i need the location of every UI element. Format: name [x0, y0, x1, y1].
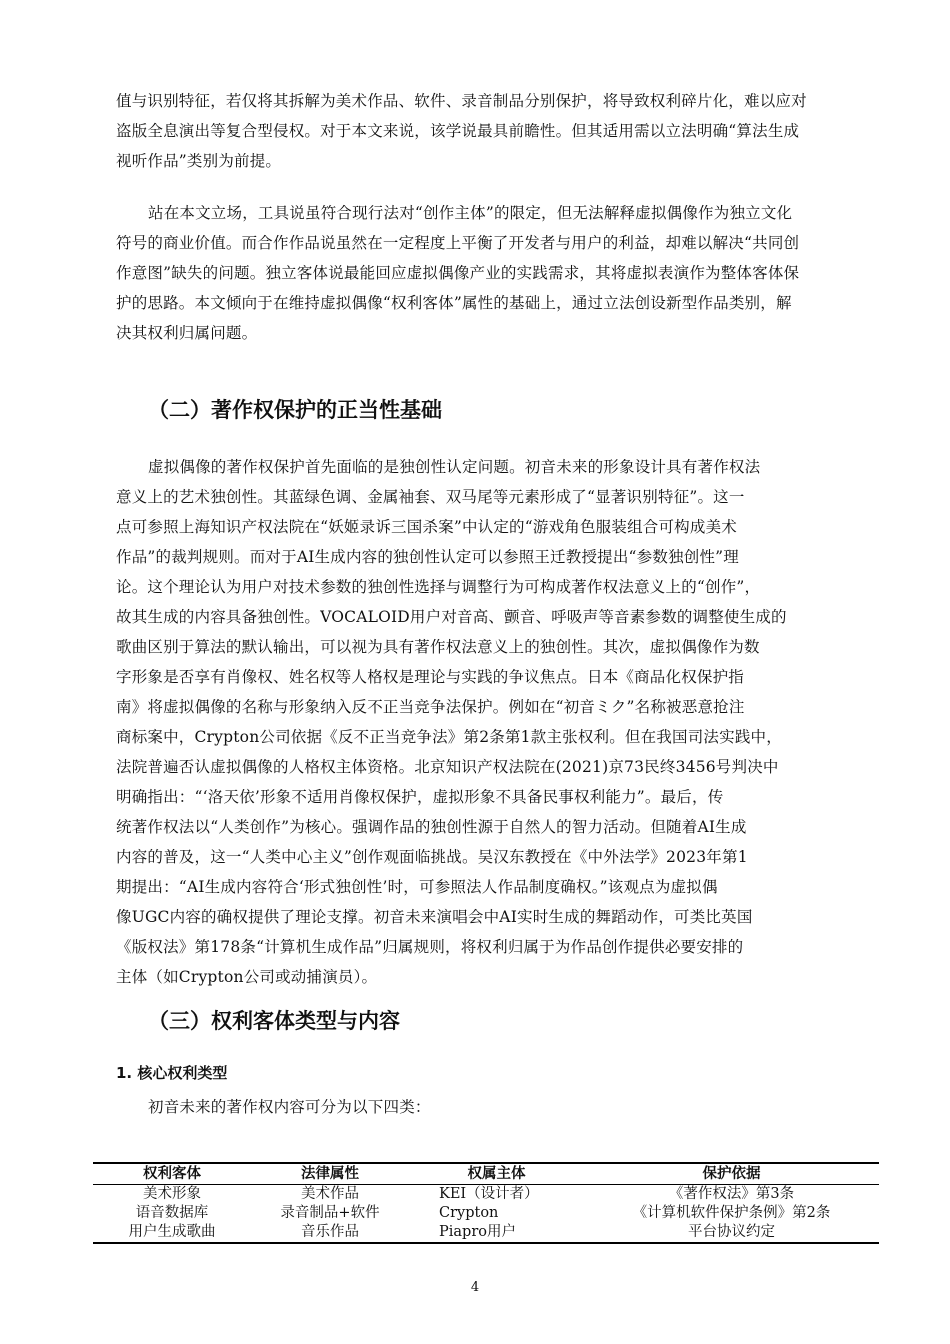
paragraph-line: 期提出：“AI生成内容符合‘形式独创性’时，可参照法人作品制度确权。”该观点为虚拟偶	[116, 878, 718, 896]
paragraph-line: 意义上的艺术独创性。其蓝绿色调、金属袖套、双马尾等元素形成了“显著识别特征”。这一	[116, 488, 745, 506]
paragraph-line: 站在本文立场，工具说虽符合现行法对“创作主体”的限定，但无法解释虚拟偶像作为独立文化	[148, 204, 793, 222]
table-header-row	[93, 1163, 879, 1185]
table-cell: 《著作权法》第3条	[668, 1186, 795, 1202]
paragraph-line: 歌曲区别于算法的默认输出，可以视为具有著作权法意义上的独创性。其次，虚拟偶像作为数	[116, 638, 760, 656]
paragraph-line: 南》将虚拟偶像的名称与形象纳入反不正当竞争法保护。例如在“初音ミク”名称被恶意抢注	[116, 698, 745, 716]
table-cell: 美术作品	[301, 1186, 359, 1202]
table-header-cell: 权利客体	[93, 1163, 251, 1185]
table-cell: 用户生成歌曲	[93, 1223, 251, 1243]
table-cell: KEI（设计者）	[439, 1186, 539, 1202]
table-cell: 《计算机软件保护条例》第2条	[632, 1205, 831, 1221]
rights-table	[93, 1162, 879, 1244]
table-cell: Piapro用户	[409, 1223, 584, 1243]
table-row	[93, 1185, 879, 1205]
table-cell: Crypton	[439, 1205, 499, 1221]
table-cell: 音乐作品	[251, 1223, 409, 1243]
paragraph-line: 内容的普及，这一“人类中心主义”创作观面临挑战。吴汉东教授在《中外法学》2023年第1	[116, 848, 748, 866]
paragraph-line: 商标案中，Crypton公司依据《反不正当竞争法》第2条第1款主张权利。但在我国司法实践中，	[116, 728, 782, 746]
paragraph-line: 论。这个理论认为用户对技术参数的独创性选择与调整行为可构成著作权法意义上的“创作”，	[116, 578, 761, 596]
table-row	[93, 1223, 879, 1243]
paragraph-line: 作品”的裁判规则。而对于AI生成内容的独创性认定可以参照王迁教授提出“参数独创性”理	[116, 548, 739, 566]
section-three-heading: （三）权利客体类型与内容	[148, 1009, 400, 1033]
paragraph-line: 统著作权法以“人类创作”为核心。强调作品的独创性源于自然人的智力活动。但随着AI生成	[116, 818, 747, 836]
page-number: 4	[470, 1280, 480, 1295]
paragraph-line: 盗版全息演出等复合型侵权。对于本文来说，该学说最具前瞻性。但其适用需以立法明确“算法生成	[116, 122, 800, 140]
paragraph-line: 点可参照上海知识产权法院在“妖姬录诉三国杀案”中认定的“游戏角色服装组合可构成美术	[116, 518, 737, 536]
subsection-one-intro: 初音未来的著作权内容可分为以下四类：	[148, 1098, 431, 1116]
stance-paragraph	[116, 198, 876, 348]
paragraph-line: 值与识别特征，若仅将其拆解为美术作品、软件、录音制品分别保护，将导致权利碎片化，难以应对	[116, 92, 807, 110]
table-header-cell: 权属主体	[409, 1163, 584, 1185]
section-two-paragraph	[116, 452, 836, 992]
subsection-one-heading: 1. 核心权利类型	[116, 1064, 228, 1082]
paragraph-line: 视听作品”类别为前提。	[116, 152, 282, 170]
table-cell: 平台协议约定	[584, 1223, 879, 1243]
table-cell: 语音数据库	[135, 1205, 209, 1221]
paragraph-line: 作意图”缺失的问题。独立客体说最能回应虚拟偶像产业的实践需求，其将虚拟表演作为整体客体保	[116, 264, 800, 282]
table-header-cell: 法律属性	[251, 1163, 409, 1185]
table-header-cell: 保护依据	[584, 1163, 879, 1185]
section-two-heading: （二）著作权保护的正当性基础	[148, 398, 442, 422]
paragraph-line: 符号的商业价值。而合作作品说虽然在一定程度上平衡了开发者与用户的利益，却难以解决“共同创	[116, 234, 800, 252]
paragraph-line: 法院普遍否认虚拟偶像的人格权主体资格。北京知识产权法院在(2021)京73民终3456号判决中	[116, 758, 779, 776]
paragraph-line: 决其权利归属问题。	[116, 324, 258, 342]
paragraph-line: 明确指出：“‘洛天依’形象不适用肖像权保护，虚拟形象不具备民事权利能力”。最后，传	[116, 788, 724, 806]
top-paragraph	[116, 86, 876, 176]
table-cell: 美术形象	[143, 1186, 201, 1202]
table-cell: 录音制品+软件	[280, 1205, 380, 1221]
paragraph-line: 主体（如Crypton公司或动捕演员）。	[116, 968, 378, 986]
paragraph-line: 护的思路。本文倾向于在维持虚拟偶像“权利客体”属性的基础上，通过立法创设新型作品类别，解	[116, 294, 792, 312]
paragraph-line: 《版权法》第178条“计算机生成作品”归属规则，将权利归属于为作品创作提供必要安排的	[116, 938, 744, 956]
paragraph-line: 故其生成的内容具备独创性。VOCALOID用户对音高、颤音、呼吸声等音素参数的调整使生成的	[116, 608, 787, 626]
paragraph-line: 虚拟偶像的著作权保护首先面临的是独创性认定问题。初音未来的形象设计具有著作权法	[148, 458, 761, 476]
table-row	[93, 1204, 879, 1223]
paragraph-line: 字形象是否享有肖像权、姓名权等人格权是理论与实践的争议焦点。日本《商品化权保护指	[116, 668, 745, 686]
paragraph-line: 像UGC内容的确权提供了理论支撑。初音未来演唱会中AI实时生成的舞蹈动作，可类比英国	[116, 908, 753, 926]
